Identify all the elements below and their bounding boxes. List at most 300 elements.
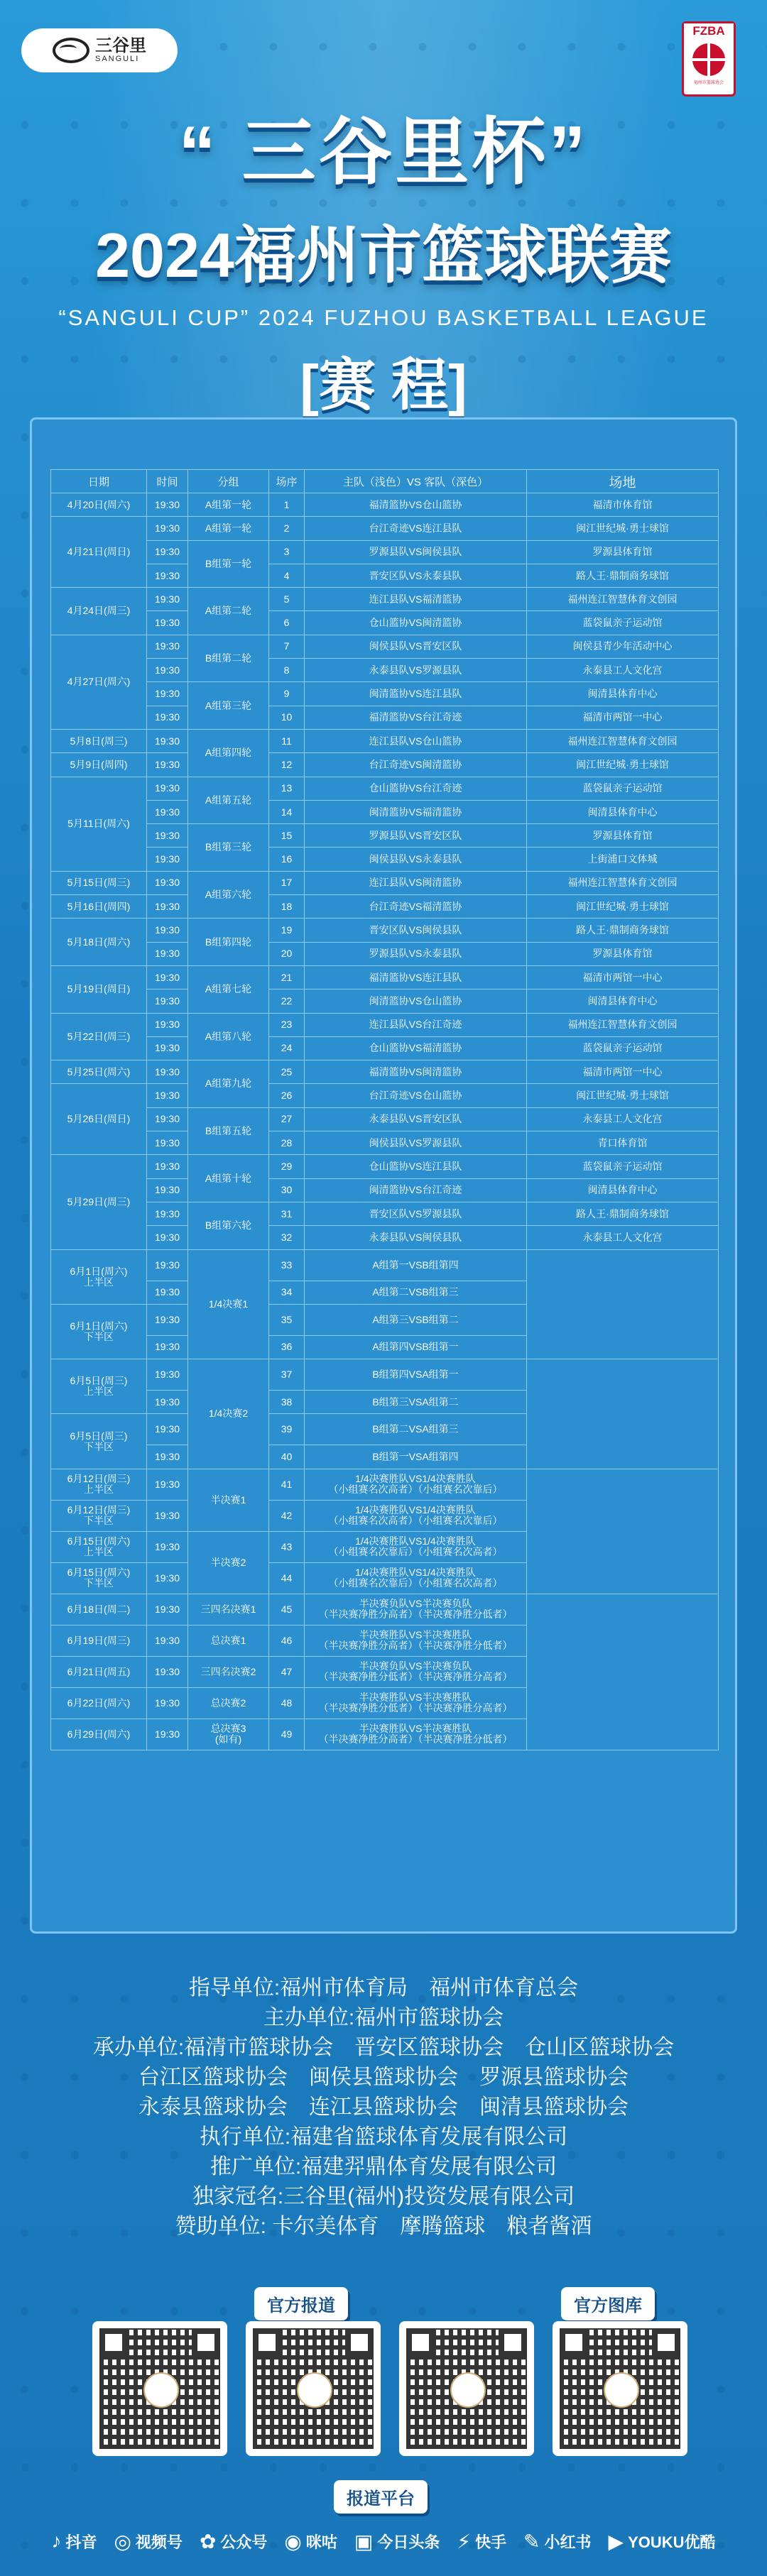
match-number-cell: 1 bbox=[269, 493, 305, 517]
table-row bbox=[51, 919, 719, 942]
group-cell: 半决赛2 bbox=[188, 1531, 269, 1594]
table-header-row bbox=[51, 470, 719, 493]
time-cell: 19:30 bbox=[147, 1131, 188, 1155]
group-cell: 总决赛2 bbox=[188, 1687, 269, 1719]
matchup-cell: 仓山篮协VS台江奇迹 bbox=[305, 777, 527, 800]
table-row bbox=[51, 942, 719, 965]
match-number-cell: 39 bbox=[269, 1414, 305, 1445]
credit-line: 永泰县篮球协会 连江县篮球协会 闽清县篮球协会 bbox=[138, 2095, 629, 2119]
platform-item[interactable] bbox=[51, 2530, 97, 2553]
match-number-cell: 10 bbox=[269, 706, 305, 729]
time-cell: 19:30 bbox=[147, 729, 188, 752]
match-number-cell: 3 bbox=[269, 540, 305, 564]
match-number-cell: 47 bbox=[269, 1656, 305, 1687]
matchup-cell: 半决赛胜队VS半决赛胜队 （半决赛净胜分高者）（半决赛净胜分低者） bbox=[305, 1719, 527, 1750]
venue-cell bbox=[527, 1594, 719, 1750]
venue-cell: 永泰县工人文化宫 bbox=[527, 659, 719, 682]
time-cell: 19:30 bbox=[147, 800, 188, 823]
time-cell: 19:30 bbox=[147, 588, 188, 611]
venue-cell: 闽清县体育中心 bbox=[527, 1178, 719, 1202]
group-cell: B组第四轮 bbox=[188, 919, 269, 966]
group-cell: 1/4决赛2 bbox=[188, 1359, 269, 1469]
table-row bbox=[51, 1594, 719, 1625]
platform-icon: ▶ bbox=[608, 2530, 624, 2553]
group-cell: A组第七轮 bbox=[188, 965, 269, 1013]
venue-cell: 福清市两馆一中心 bbox=[527, 1060, 719, 1084]
title-line2: 2024福州市篮球联赛 bbox=[95, 220, 672, 290]
match-number-cell: 8 bbox=[269, 659, 305, 682]
matchup-cell: 晋安区队VS罗源县队 bbox=[305, 1202, 527, 1225]
matchup-cell: 永泰县队VS罗源县队 bbox=[305, 659, 527, 682]
matchup-cell: 永泰县队VS闽侯县队 bbox=[305, 1226, 527, 1249]
match-number-cell: 35 bbox=[269, 1304, 305, 1335]
matchup-cell: 1/4决赛胜队VS1/4决赛胜队 （小组赛名次靠后）（小组赛名次高者） bbox=[305, 1562, 527, 1594]
matchup-cell: 连江县队VS仓山篮协 bbox=[305, 729, 527, 752]
date-cell: 6月5日(周三) 下半区 bbox=[51, 1414, 147, 1469]
venue-cell bbox=[527, 1469, 719, 1594]
matchup-cell: 1/4决赛胜队VS1/4决赛胜队 （小组赛名次靠后）（小组赛名次高者） bbox=[305, 1531, 527, 1562]
header-time: 时间 bbox=[147, 470, 188, 493]
top-bar bbox=[0, 0, 767, 106]
sanguli-logo-icon bbox=[53, 38, 89, 63]
matchup-cell: A组第二VSB组第三 bbox=[305, 1281, 527, 1304]
match-number-cell: 34 bbox=[269, 1281, 305, 1304]
table-row bbox=[51, 493, 719, 517]
platform-item[interactable] bbox=[457, 2530, 506, 2553]
matchup-cell: 闽清篮协VS仓山篮协 bbox=[305, 990, 527, 1013]
group-cell: 半决赛1 bbox=[188, 1469, 269, 1531]
time-cell: 19:30 bbox=[147, 1719, 188, 1750]
date-cell: 6月1日(周六) 上半区 bbox=[51, 1249, 147, 1304]
date-cell: 6月15日(周六) 下半区 bbox=[51, 1562, 147, 1594]
credit-line: 独家冠名:三谷里(福州)投资发展有限公司 bbox=[192, 2185, 575, 2208]
qr-logo-icon bbox=[143, 2372, 179, 2408]
credit-line: 执行单位:福建省篮球体育发展有限公司 bbox=[199, 2125, 568, 2149]
date-cell: 4月21日(周日) bbox=[51, 517, 147, 588]
match-number-cell: 22 bbox=[269, 990, 305, 1013]
venue-cell: 路人王·鼎制商务球馆 bbox=[527, 919, 719, 942]
qr-code-3[interactable] bbox=[399, 2321, 534, 2456]
date-cell: 5月19日(周日) bbox=[51, 965, 147, 1013]
time-cell: 19:30 bbox=[147, 1226, 188, 1249]
venue-cell: 蓝袋鼠亲子运动馆 bbox=[527, 611, 719, 635]
match-number-cell: 6 bbox=[269, 611, 305, 635]
match-number-cell: 32 bbox=[269, 1226, 305, 1249]
date-cell: 4月24日(周三) bbox=[51, 588, 147, 635]
official-gallery-label: 官方图库 bbox=[561, 2287, 655, 2320]
match-number-cell: 15 bbox=[269, 824, 305, 848]
match-number-cell: 25 bbox=[269, 1060, 305, 1084]
table-row bbox=[51, 1359, 719, 1391]
date-cell: 6月22日(周六) bbox=[51, 1687, 147, 1719]
qr-logo-icon bbox=[450, 2372, 486, 2408]
table-row bbox=[51, 517, 719, 540]
date-cell: 6月5日(周三) 上半区 bbox=[51, 1359, 147, 1414]
date-cell: 6月15日(周六) 上半区 bbox=[51, 1531, 147, 1562]
match-number-cell: 40 bbox=[269, 1445, 305, 1469]
match-number-cell: 45 bbox=[269, 1594, 305, 1625]
venue-cell: 福州连江智慧体育文创园 bbox=[527, 871, 719, 894]
match-number-cell: 12 bbox=[269, 753, 305, 777]
date-cell: 6月21日(周五) bbox=[51, 1656, 147, 1687]
time-cell: 19:30 bbox=[147, 1687, 188, 1719]
venue-cell: 蓝袋鼠亲子运动馆 bbox=[527, 1155, 719, 1178]
header-matchup: 主队（浅色）VS 客队（深色） bbox=[305, 470, 527, 493]
time-cell: 19:30 bbox=[147, 493, 188, 517]
date-cell: 6月18日(周二) bbox=[51, 1594, 147, 1625]
time-cell: 19:30 bbox=[147, 706, 188, 729]
venue-cell: 青口体育馆 bbox=[527, 1131, 719, 1155]
table-row bbox=[51, 1202, 719, 1225]
date-cell: 4月27日(周六) bbox=[51, 635, 147, 729]
match-number-cell: 29 bbox=[269, 1155, 305, 1178]
qr-row bbox=[92, 2321, 689, 2463]
table-row bbox=[51, 1036, 719, 1060]
credit-line: 赞助单位: 卡尔美体育 摩腾篮球 粮者酱酒 bbox=[175, 2215, 592, 2238]
platform-name: 小红书 bbox=[544, 2533, 592, 2551]
match-number-cell: 2 bbox=[269, 517, 305, 540]
match-number-cell: 19 bbox=[269, 919, 305, 942]
venue-cell: 闽江世纪城·勇士球馆 bbox=[527, 1084, 719, 1107]
match-number-cell: 37 bbox=[269, 1359, 305, 1391]
time-cell: 19:30 bbox=[147, 919, 188, 942]
date-cell: 6月1日(周六) 下半区 bbox=[51, 1304, 147, 1359]
matchup-cell: 连江县队VS闽清篮协 bbox=[305, 871, 527, 894]
matchup-cell: 仓山篮协VS福清篮协 bbox=[305, 1036, 527, 1060]
group-cell: B组第三轮 bbox=[188, 824, 269, 872]
venue-cell: 罗源县体育馆 bbox=[527, 824, 719, 848]
match-number-cell: 41 bbox=[269, 1469, 305, 1500]
time-cell: 19:30 bbox=[147, 1656, 188, 1687]
matchup-cell: 闽清篮协VS福清篮协 bbox=[305, 800, 527, 823]
qr-logo-icon bbox=[604, 2372, 639, 2408]
match-number-cell: 28 bbox=[269, 1131, 305, 1155]
table-row bbox=[51, 1469, 719, 1500]
matchup-cell: B组第四VSA组第一 bbox=[305, 1359, 527, 1391]
group-cell: A组第一轮 bbox=[188, 517, 269, 540]
time-cell: 19:30 bbox=[147, 1036, 188, 1060]
match-number-cell: 38 bbox=[269, 1391, 305, 1414]
group-cell: 总决赛1 bbox=[188, 1625, 269, 1656]
venue-cell: 福清市两馆一中心 bbox=[527, 965, 719, 989]
table-row bbox=[51, 965, 719, 989]
time-cell: 19:30 bbox=[147, 1359, 188, 1391]
matchup-cell: 闽侯县队VS永泰县队 bbox=[305, 848, 527, 871]
official-report-label: 官方报道 bbox=[254, 2287, 348, 2320]
credit-line: 承办单位:福清市篮球协会 晋安区篮球协会 仓山区篮球协会 bbox=[92, 2036, 675, 2059]
platform-name: 视频号 bbox=[135, 2533, 183, 2551]
time-cell: 19:30 bbox=[147, 1335, 188, 1359]
table-row bbox=[51, 753, 719, 777]
match-number-cell: 33 bbox=[269, 1249, 305, 1281]
matchup-cell: A组第四VSB组第一 bbox=[305, 1335, 527, 1359]
matchup-cell: 台江奇迹VS仓山篮协 bbox=[305, 1084, 527, 1107]
time-cell: 19:30 bbox=[147, 753, 188, 777]
matchup-cell: 半决赛负队VS半决赛负队 （半决赛净胜分低者）（半决赛净胜分高者） bbox=[305, 1656, 527, 1687]
table-row bbox=[51, 682, 719, 706]
time-cell: 19:30 bbox=[147, 1281, 188, 1304]
matchup-cell: 连江县队VS福清篮协 bbox=[305, 588, 527, 611]
venue-cell: 闽清县体育中心 bbox=[527, 682, 719, 706]
time-cell: 19:30 bbox=[147, 824, 188, 848]
matchup-cell: 闽清篮协VS台江奇迹 bbox=[305, 1178, 527, 1202]
time-cell: 19:30 bbox=[147, 1445, 188, 1469]
time-cell: 19:30 bbox=[147, 1178, 188, 1202]
time-cell: 19:30 bbox=[147, 1107, 188, 1131]
date-cell: 5月15日(周三) bbox=[51, 871, 147, 894]
date-cell: 5月29日(周三) bbox=[51, 1155, 147, 1249]
qr-code-2[interactable] bbox=[246, 2321, 381, 2456]
venue-cell: 蓝袋鼠亲子运动馆 bbox=[527, 777, 719, 800]
time-cell: 19:30 bbox=[147, 1060, 188, 1084]
platform-icon: ♪ bbox=[51, 2530, 62, 2552]
date-cell: 5月8日(周三) bbox=[51, 729, 147, 752]
group-cell: A组第五轮 bbox=[188, 777, 269, 824]
group-cell: B组第五轮 bbox=[188, 1107, 269, 1155]
table-row bbox=[51, 1131, 719, 1155]
table-row bbox=[51, 848, 719, 871]
header-date: 日期 bbox=[51, 470, 147, 493]
platform-name: YOUKU优酷 bbox=[628, 2533, 716, 2551]
table-row bbox=[51, 990, 719, 1013]
time-cell: 19:30 bbox=[147, 848, 188, 871]
time-cell: 19:30 bbox=[147, 871, 188, 894]
date-cell: 6月12日(周三) 下半区 bbox=[51, 1500, 147, 1531]
platform-item[interactable] bbox=[200, 2530, 267, 2553]
match-number-cell: 36 bbox=[269, 1335, 305, 1359]
time-cell: 19:30 bbox=[147, 635, 188, 658]
table-row bbox=[51, 1226, 719, 1249]
time-cell: 19:30 bbox=[147, 942, 188, 965]
matchup-cell: A组第一VSB组第四 bbox=[305, 1249, 527, 1281]
time-cell: 19:30 bbox=[147, 1562, 188, 1594]
match-number-cell: 17 bbox=[269, 871, 305, 894]
time-cell: 19:30 bbox=[147, 1414, 188, 1445]
qr-pattern bbox=[99, 2328, 220, 2449]
platform-name: 咪咕 bbox=[305, 2533, 337, 2551]
table-row bbox=[51, 588, 719, 611]
time-cell: 19:30 bbox=[147, 1013, 188, 1036]
platform-label: 报道平台 bbox=[334, 2480, 428, 2514]
time-cell: 19:30 bbox=[147, 1202, 188, 1225]
date-cell: 6月12日(周三) 上半区 bbox=[51, 1469, 147, 1500]
time-cell: 19:30 bbox=[147, 1084, 188, 1107]
matchup-cell: 闽侯县队VS罗源县队 bbox=[305, 1131, 527, 1155]
sanguli-logo bbox=[21, 28, 178, 72]
match-number-cell: 42 bbox=[269, 1500, 305, 1531]
matchup-cell: 台江奇迹VS闽清篮协 bbox=[305, 753, 527, 777]
group-cell: 三四名决赛2 bbox=[188, 1656, 269, 1687]
table-row bbox=[51, 635, 719, 658]
matchup-cell: 永泰县队VS晋安区队 bbox=[305, 1107, 527, 1131]
venue-cell: 福清市两馆一中心 bbox=[527, 706, 719, 729]
platform-list bbox=[0, 2523, 767, 2559]
platform-name: 快手 bbox=[475, 2533, 507, 2551]
venue-cell: 福州连江智慧体育文创园 bbox=[527, 1013, 719, 1036]
time-cell: 19:30 bbox=[147, 1500, 188, 1531]
platform-item[interactable] bbox=[354, 2530, 440, 2553]
matchup-cell: B组第三VSA组第二 bbox=[305, 1391, 527, 1414]
fzba-badge bbox=[682, 21, 736, 97]
group-cell: A组第十轮 bbox=[188, 1155, 269, 1202]
date-cell: 6月29日(周六) bbox=[51, 1719, 147, 1750]
matchup-cell: 台江奇迹VS福清篮协 bbox=[305, 895, 527, 919]
group-cell: 总决赛3 (如有) bbox=[188, 1719, 269, 1750]
fzba-text: FZBA bbox=[684, 23, 734, 39]
matchup-cell: 晋安区队VS永泰县队 bbox=[305, 564, 527, 587]
time-cell: 19:30 bbox=[147, 564, 188, 587]
subtitle-en: “SANGULI CUP” 2024 FUZHOU BASKETBALL LEAGUE bbox=[58, 305, 709, 330]
table-row bbox=[51, 1060, 719, 1084]
venue-cell: 闽江世纪城·勇士球馆 bbox=[527, 895, 719, 919]
time-cell: 19:30 bbox=[147, 1249, 188, 1281]
matchup-cell: 1/4决赛胜队VS1/4决赛胜队 （小组赛名次高者）（小组赛名次靠后） bbox=[305, 1500, 527, 1531]
table-row bbox=[51, 1107, 719, 1131]
credit-line: 推广单位:福建羿鼎体育发展有限公司 bbox=[210, 2155, 557, 2178]
venue-cell: 闽江世纪城·勇士球馆 bbox=[527, 517, 719, 540]
matchup-cell: 福清篮协VS闽清篮协 bbox=[305, 1060, 527, 1084]
platform-item[interactable] bbox=[609, 2530, 716, 2553]
venue-cell bbox=[527, 1249, 719, 1359]
group-cell: A组第六轮 bbox=[188, 871, 269, 919]
group-cell: B组第六轮 bbox=[188, 1202, 269, 1249]
table-row bbox=[51, 1249, 719, 1281]
time-cell: 19:30 bbox=[147, 1625, 188, 1656]
venue-cell: 闽清县体育中心 bbox=[527, 990, 719, 1013]
matchup-cell: 半决赛胜队VS半决赛胜队 （半决赛净胜分低者）（半决赛净胜分高者） bbox=[305, 1687, 527, 1719]
date-cell: 5月9日(周四) bbox=[51, 753, 147, 777]
matchup-cell: 福清篮协VS连江县队 bbox=[305, 965, 527, 989]
platform-name: 公众号 bbox=[220, 2533, 268, 2551]
time-cell: 19:30 bbox=[147, 517, 188, 540]
date-cell: 4月20日(周六) bbox=[51, 493, 147, 517]
match-number-cell: 46 bbox=[269, 1625, 305, 1656]
matchup-cell: 仓山篮协VS闽清篮协 bbox=[305, 611, 527, 635]
venue-cell: 福州连江智慧体育文创园 bbox=[527, 588, 719, 611]
match-number-cell: 14 bbox=[269, 800, 305, 823]
platform-item[interactable] bbox=[523, 2530, 591, 2553]
credits-block bbox=[0, 1973, 767, 2242]
qr-logo-icon bbox=[297, 2372, 332, 2408]
time-cell: 19:30 bbox=[147, 1155, 188, 1178]
match-number-cell: 44 bbox=[269, 1562, 305, 1594]
time-cell: 19:30 bbox=[147, 895, 188, 919]
venue-cell: 蓝袋鼠亲子运动馆 bbox=[527, 1036, 719, 1060]
matchup-cell: 半决赛胜队VS半决赛胜队 （半决赛净胜分高者）（半决赛净胜分低者） bbox=[305, 1625, 527, 1656]
venue-cell: 路人王·鼎制商务球馆 bbox=[527, 564, 719, 587]
title-line1: “ 三谷里杯” bbox=[178, 111, 589, 194]
matchup-cell: 台江奇迹VS连江县队 bbox=[305, 517, 527, 540]
matchup-cell: 晋安区队VS闽侯县队 bbox=[305, 919, 527, 942]
fzba-foot: 福州市篮球协会 bbox=[693, 81, 724, 85]
group-cell: A组第一轮 bbox=[188, 493, 269, 517]
date-cell: 6月19日(周三) bbox=[51, 1625, 147, 1656]
qr-pattern bbox=[560, 2328, 680, 2449]
venue-cell: 路人王·鼎制商务球馆 bbox=[527, 1202, 719, 1225]
group-cell: B组第二轮 bbox=[188, 635, 269, 682]
platform-icon: ◉ bbox=[284, 2530, 302, 2553]
venue-cell: 罗源县体育馆 bbox=[527, 942, 719, 965]
table-row bbox=[51, 611, 719, 635]
date-cell: 5月22日(周三) bbox=[51, 1013, 147, 1060]
platform-item[interactable] bbox=[284, 2530, 337, 2553]
group-cell: A组第四轮 bbox=[188, 729, 269, 777]
venue-cell: 永泰县工人文化宫 bbox=[527, 1226, 719, 1249]
time-cell: 19:30 bbox=[147, 1531, 188, 1562]
platform-item[interactable] bbox=[114, 2530, 182, 2553]
schedule-panel bbox=[30, 417, 737, 1934]
match-number-cell: 31 bbox=[269, 1202, 305, 1225]
matchup-cell: 闽侯县队VS晋安区队 bbox=[305, 635, 527, 658]
table-body bbox=[51, 493, 719, 1750]
table-row bbox=[51, 1178, 719, 1202]
match-number-cell: 21 bbox=[269, 965, 305, 989]
time-cell: 19:30 bbox=[147, 777, 188, 800]
qr-pattern bbox=[406, 2328, 527, 2449]
platform-icon: ◎ bbox=[114, 2530, 131, 2553]
venue-cell bbox=[527, 1359, 719, 1469]
logo-sub: SANGULI bbox=[95, 55, 140, 63]
match-number-cell: 13 bbox=[269, 777, 305, 800]
header-group: 分组 bbox=[188, 470, 269, 493]
date-cell: 5月25日(周六) bbox=[51, 1060, 147, 1084]
time-cell: 19:30 bbox=[147, 1469, 188, 1500]
match-number-cell: 5 bbox=[269, 588, 305, 611]
match-number-cell: 49 bbox=[269, 1719, 305, 1750]
table-row bbox=[51, 800, 719, 823]
table-row bbox=[51, 1155, 719, 1178]
schedule-table bbox=[50, 469, 719, 1750]
qr-code-4[interactable] bbox=[553, 2321, 687, 2456]
date-cell: 5月16日(周四) bbox=[51, 895, 147, 919]
venue-cell: 福清市体育馆 bbox=[527, 493, 719, 517]
venue-cell: 福州连江智慧体育文创园 bbox=[527, 729, 719, 752]
venue-cell: 永泰县工人文化宫 bbox=[527, 1107, 719, 1131]
platform-name: 今日头条 bbox=[377, 2533, 440, 2551]
group-cell: A组第九轮 bbox=[188, 1060, 269, 1108]
platform-icon: ✿ bbox=[199, 2530, 217, 2553]
date-cell: 5月26日(周日) bbox=[51, 1084, 147, 1155]
platform-icon: ⚡ bbox=[457, 2530, 472, 2553]
match-number-cell: 23 bbox=[269, 1013, 305, 1036]
matchup-cell: 罗源县队VS晋安区队 bbox=[305, 824, 527, 848]
match-number-cell: 43 bbox=[269, 1531, 305, 1562]
time-cell: 19:30 bbox=[147, 659, 188, 682]
venue-cell: 闽清县体育中心 bbox=[527, 800, 719, 823]
table-row bbox=[51, 824, 719, 848]
logo-text: 三谷里 bbox=[95, 36, 146, 55]
venue-cell: 闽侯县青少年活动中心 bbox=[527, 635, 719, 658]
match-number-cell: 16 bbox=[269, 848, 305, 871]
credit-line: 台江区篮球协会 闽侯县篮球协会 罗源县篮球协会 bbox=[138, 2066, 629, 2089]
match-number-cell: 26 bbox=[269, 1084, 305, 1107]
matchup-cell: 半决赛负队VS半决赛负队 （半决赛净胜分高者）（半决赛净胜分低者） bbox=[305, 1594, 527, 1625]
group-cell: 三四名决赛1 bbox=[188, 1594, 269, 1625]
date-cell: 5月18日(周六) bbox=[51, 919, 147, 966]
venue-cell: 上街浦口文体城 bbox=[527, 848, 719, 871]
table-row bbox=[51, 729, 719, 752]
time-cell: 19:30 bbox=[147, 682, 188, 706]
schedule-tag: [赛 程] bbox=[300, 353, 467, 417]
header-number: 场序 bbox=[269, 470, 305, 493]
table-row bbox=[51, 659, 719, 682]
match-number-cell: 11 bbox=[269, 729, 305, 752]
table-row bbox=[51, 1013, 719, 1036]
time-cell: 19:30 bbox=[147, 965, 188, 989]
qr-code-1[interactable] bbox=[92, 2321, 227, 2456]
time-cell: 19:30 bbox=[147, 1391, 188, 1414]
platform-name: 抖音 bbox=[65, 2533, 97, 2551]
